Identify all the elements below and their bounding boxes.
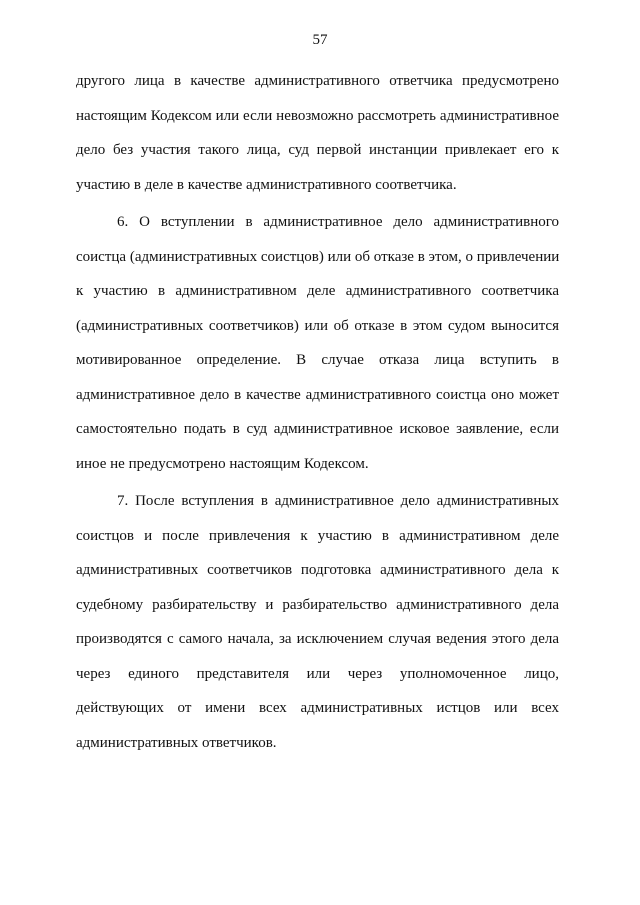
text-line: производятся с самого начала, за исключением случая ведения этого дела bbox=[76, 631, 559, 647]
paragraph-6 bbox=[76, 205, 559, 481]
text-line: через единого представителя или через уполномоченное лицо, bbox=[76, 665, 559, 682]
text-line: административных соответчиков подготовка административного дела к bbox=[76, 562, 559, 578]
text-line: 7. После вступления в административное дело административных bbox=[117, 493, 559, 509]
paragraph-1 bbox=[76, 64, 559, 202]
text-line: участию в деле в качестве административного соответчика. bbox=[76, 176, 457, 193]
text-line: (административных соответчиков) или об отказе в этом судом выносится bbox=[76, 317, 559, 334]
text-line: другого лица в качестве административного ответчика предусмотрено bbox=[76, 73, 559, 89]
text-line: действующих от имени всех административных истцов или всех bbox=[76, 700, 559, 716]
text-line: самостоятельно подать в суд административное исковое заявление, если bbox=[76, 421, 559, 437]
text-line: иное не предусмотрено настоящим Кодексом. bbox=[76, 455, 369, 472]
text-line: административных ответчиков. bbox=[76, 734, 277, 751]
paragraph-7 bbox=[76, 484, 559, 760]
page-number: 57 bbox=[312, 32, 328, 48]
document-body bbox=[76, 64, 559, 760]
text-line: соистца (административных соистцов) или об отказе в этом, о привлечении bbox=[76, 248, 560, 265]
text-line: административное дело в качестве административного соистца оно может bbox=[76, 386, 559, 403]
text-line: настоящим Кодексом или если невозможно рассмотреть административное bbox=[76, 107, 559, 124]
text-line: мотивированное определение. В случае отказа лица вступить в bbox=[76, 352, 559, 368]
text-line: к участию в административном деле административного соответчика bbox=[76, 283, 559, 299]
text-line: 6. О вступлении в административное дело административного bbox=[117, 214, 559, 230]
text-line: судебному разбирательству и разбирательство административного дела bbox=[76, 596, 559, 613]
text-line: соистцов и после привлечения к участию в административном деле bbox=[76, 527, 559, 544]
text-line: дело без участия такого лица, суд первой инстанции привлекает его к bbox=[76, 142, 559, 158]
